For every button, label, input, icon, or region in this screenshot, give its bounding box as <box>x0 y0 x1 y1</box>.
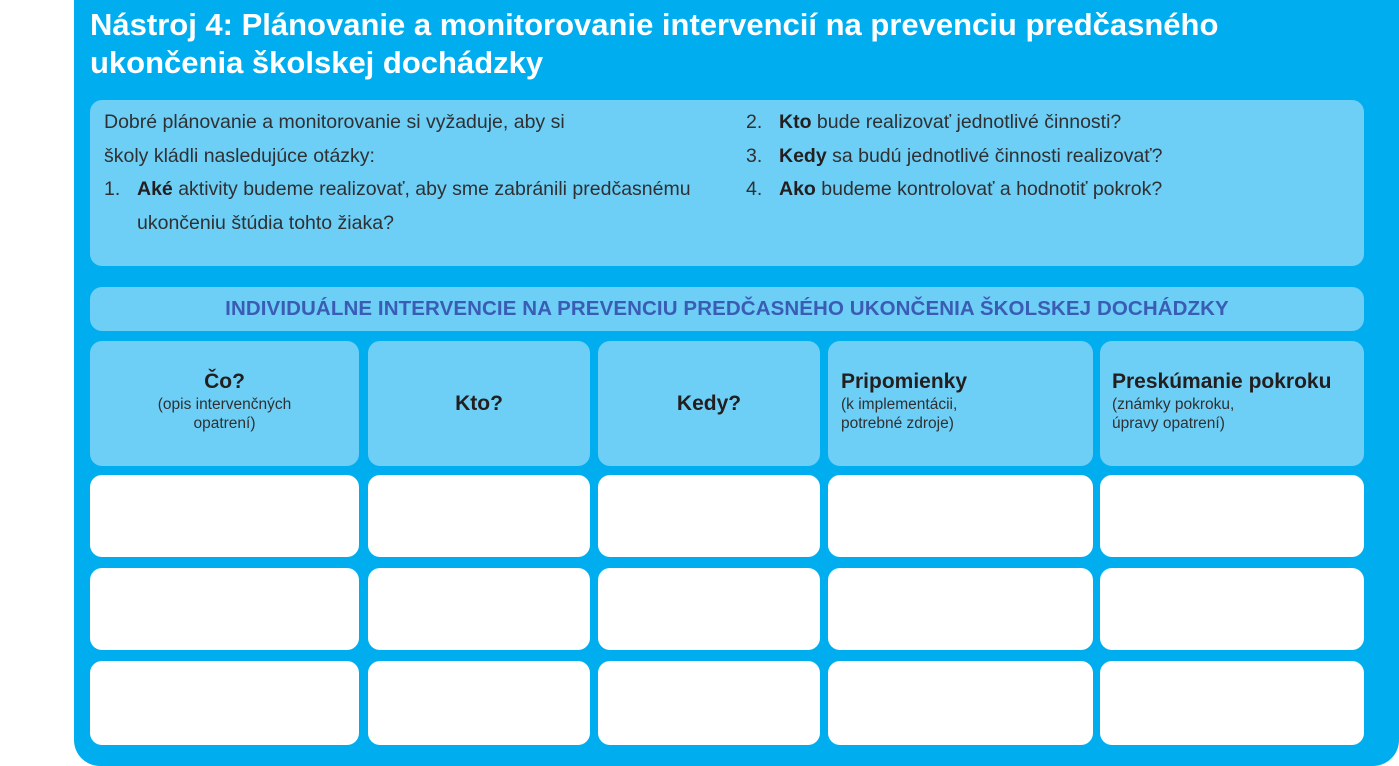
table-cell[interactable] <box>828 568 1093 650</box>
question-2 <box>746 106 1356 140</box>
page-title: Nástroj 4: Plánovanie a monitorovanie intervencií na prevenciu predčasného ukončenia školskej dochádzky <box>90 7 1219 80</box>
table-cell[interactable] <box>598 661 820 745</box>
question-number: 2. <box>746 111 763 133</box>
question-text: aktivity budeme realizovať, aby sme zabránili predčasnému ukončeniu štúdia tohto žiaka? <box>137 178 691 234</box>
question-number: 1. <box>104 178 121 200</box>
table-cell[interactable] <box>1100 661 1364 745</box>
column-header-title: Preskúmanie pokroku <box>1112 370 1332 393</box>
question-text: bude realizovať jednotlivé činnosti? <box>811 111 1122 133</box>
table-cell[interactable] <box>828 475 1093 557</box>
column-header-title: Kedy? <box>676 391 742 415</box>
column-header-subtitle: opatrení) <box>193 415 256 432</box>
question-4 <box>746 173 1356 207</box>
intro-right-column <box>746 106 1356 207</box>
table-cell[interactable] <box>90 661 359 745</box>
table-cell[interactable] <box>1100 475 1364 557</box>
question-1 <box>104 173 714 240</box>
question-keyword: Kedy <box>779 144 827 167</box>
question-text: sa budú jednotlivé činnosti realizovať? <box>826 144 1163 167</box>
intro-line: školy kládli nasledujúce otázky: <box>104 144 375 167</box>
column-header-subtitle: úpravy opatrení) <box>1112 415 1225 432</box>
table-cell[interactable] <box>1100 568 1364 650</box>
section-header: INDIVIDUÁLNE INTERVENCIE NA PREVENCIU PREDČASNÉHO UKONČENIA ŠKOLSKEJ DOCHÁDZKY <box>90 287 1364 331</box>
intro-box <box>90 100 1364 266</box>
column-header-when <box>598 341 820 466</box>
question-number: 4. <box>746 178 763 200</box>
column-header-title: Pripomienky <box>841 370 968 393</box>
question-text: budeme kontrolovať a hodnotiť pokrok? <box>815 178 1163 200</box>
column-header-title: Kto? <box>455 391 503 415</box>
table-cell[interactable] <box>368 475 590 557</box>
table-cell[interactable] <box>368 661 590 745</box>
column-header-subtitle: (známky pokroku, <box>1112 396 1235 413</box>
table-cell[interactable] <box>828 661 1093 745</box>
question-keyword: Kto <box>779 111 812 133</box>
table-cell[interactable] <box>368 568 590 650</box>
intro-line: Dobré plánovanie a monitorovanie si vyžaduje, aby si <box>104 111 565 133</box>
column-header-subtitle: (k implementácii, <box>841 396 958 413</box>
column-header-what <box>90 341 359 466</box>
column-header-title: Čo? <box>204 370 245 393</box>
table-cell[interactable] <box>598 475 820 557</box>
table-cell[interactable] <box>90 475 359 557</box>
question-keyword: Aké <box>137 178 173 200</box>
table-cell[interactable] <box>90 568 359 650</box>
column-header-progress-review <box>1100 341 1364 466</box>
column-header-notes <box>828 341 1093 466</box>
question-keyword: Ako <box>779 178 816 200</box>
question-number: 3. <box>746 144 763 167</box>
intro-left-column <box>104 106 714 240</box>
question-3 <box>746 140 1356 174</box>
column-header-who <box>368 341 590 466</box>
column-header-subtitle: (opis intervenčných <box>157 396 292 413</box>
column-header-subtitle: potrebné zdroje) <box>841 415 954 432</box>
table-cell[interactable] <box>598 568 820 650</box>
